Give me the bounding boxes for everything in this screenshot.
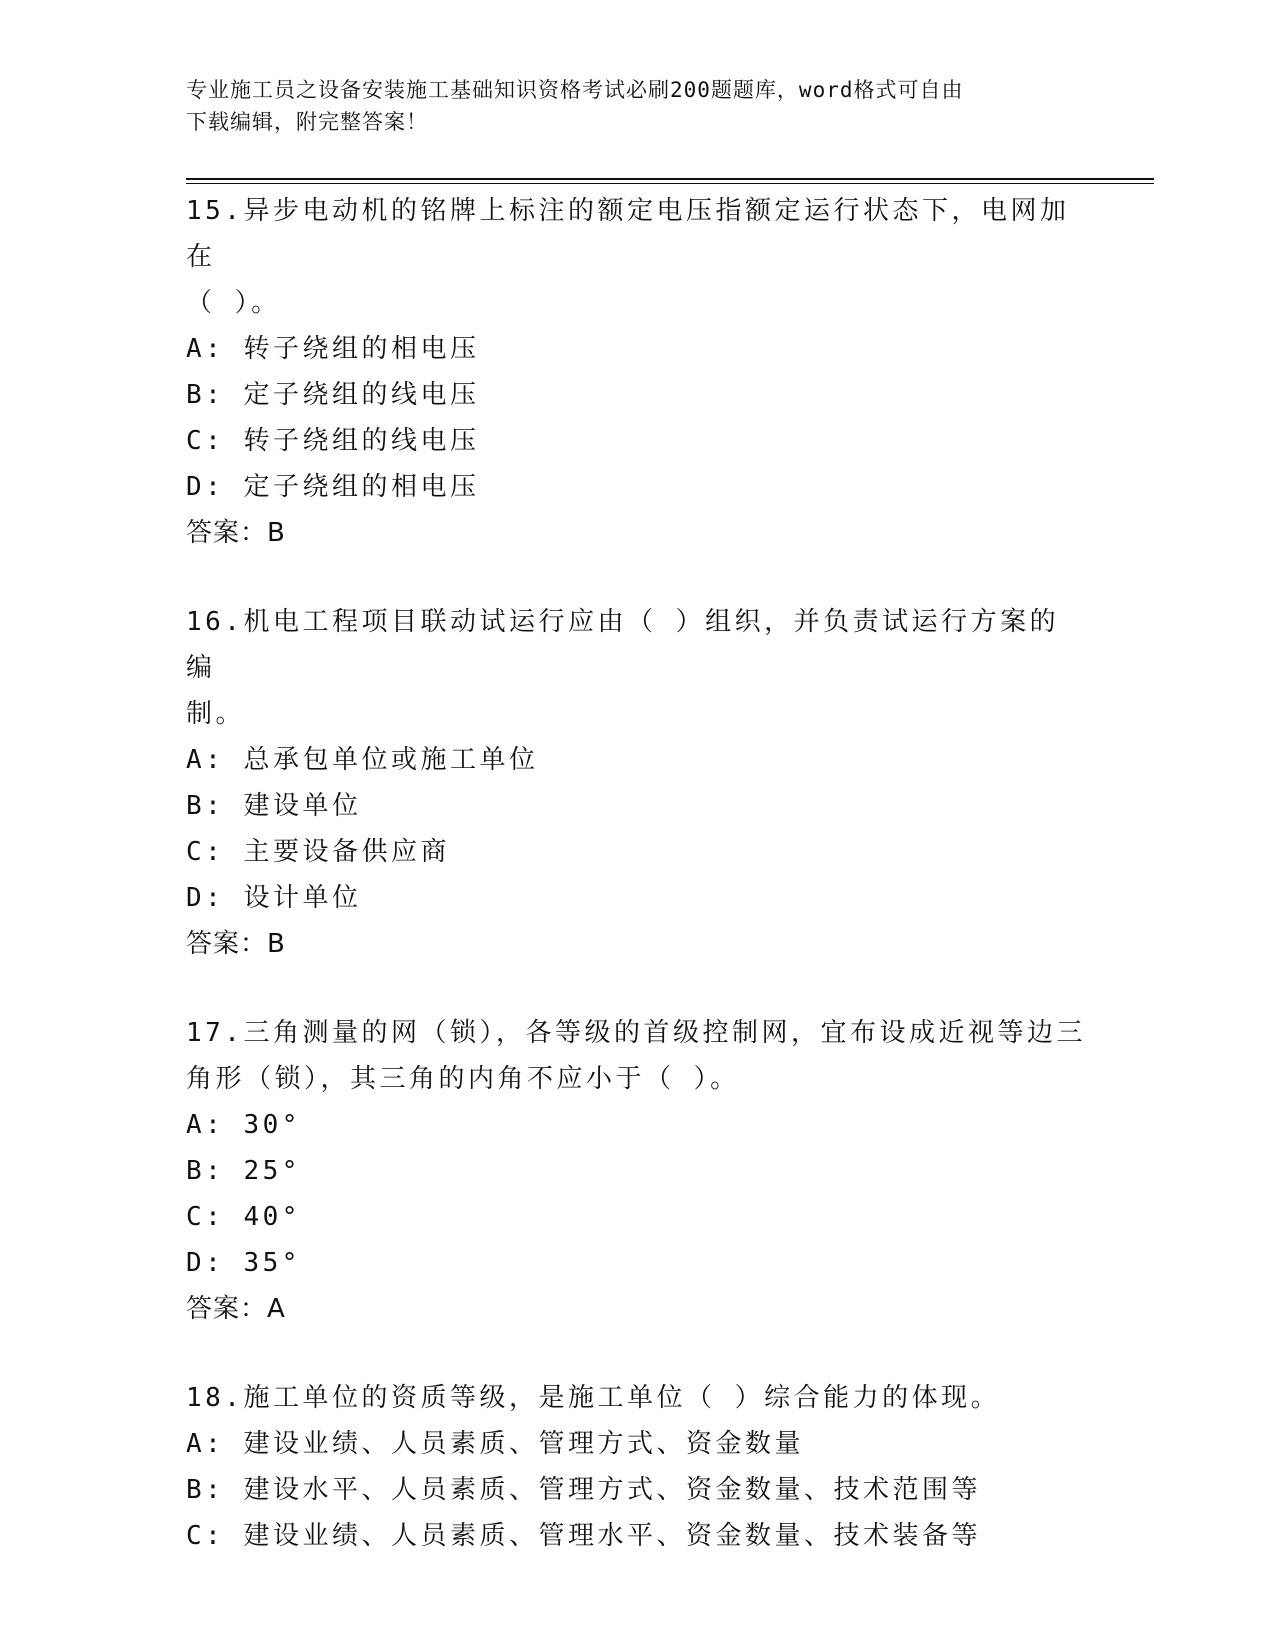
header-line-1: 专业施工员之设备安装施工基础知识资格考试必刷200题题库，word格式可自由 [186, 78, 964, 102]
option-a: A: 总承包单位或施工单位 [186, 745, 539, 775]
question-stem-line: 角形（锁），其三角的内角不应小于（ ）。 [186, 1064, 740, 1094]
header-rule-thick [186, 178, 1154, 180]
option-d: D: 35° [186, 1248, 301, 1278]
option-b: B: 建设水平、人员素质、管理方式、资金数量、技术范围等 [186, 1475, 981, 1505]
header-line-2: 下载编辑，附完整答案！ [186, 110, 428, 134]
option-d: D: 定子绕组的相电压 [186, 472, 480, 502]
document-header [186, 74, 1086, 138]
option-c: C: 40° [186, 1202, 301, 1232]
option-a: A: 30° [186, 1110, 301, 1140]
option-a: A: 建设业绩、人员素质、管理方式、资金数量 [186, 1429, 804, 1459]
option-a: A: 转子绕组的相电压 [186, 334, 480, 364]
question-stem-line: 18.施工单位的资质等级，是施工单位（ ）综合能力的体现。 [186, 1383, 1001, 1413]
answer: 答案：B [186, 518, 286, 548]
option-c: C: 建设业绩、人员素质、管理水平、资金数量、技术装备等 [186, 1521, 981, 1551]
question-stem-line: 17.三角测量的网（锁），各等级的首级控制网，宜布设成近视等边三 [186, 1018, 1086, 1048]
header-rule-thin [186, 183, 1154, 184]
option-c: C: 主要设备供应商 [186, 837, 450, 867]
question-16 [186, 599, 1086, 967]
answer: 答案：B [186, 929, 286, 959]
question-15 [186, 188, 1086, 556]
question-17 [186, 1010, 1086, 1332]
question-list [186, 188, 1086, 1602]
option-b: B: 建设单位 [186, 791, 362, 821]
question-stem-line: （ ）。 [186, 288, 281, 318]
option-b: B: 定子绕组的线电压 [186, 380, 480, 410]
question-stem-line: 制。 [186, 699, 246, 729]
option-d: D: 设计单位 [186, 883, 362, 913]
answer: 答案：A [186, 1294, 286, 1324]
question-stem-line: 16.机电工程项目联动试运行应由（ ）组织，并负责试运行方案的编 [186, 607, 1060, 683]
question-stem-line: 15.异步电动机的铭牌上标注的额定电压指额定运行状态下，电网加在 [186, 196, 1070, 272]
question-18 [186, 1375, 1086, 1559]
option-b: B: 25° [186, 1156, 301, 1186]
option-c: C: 转子绕组的线电压 [186, 426, 480, 456]
